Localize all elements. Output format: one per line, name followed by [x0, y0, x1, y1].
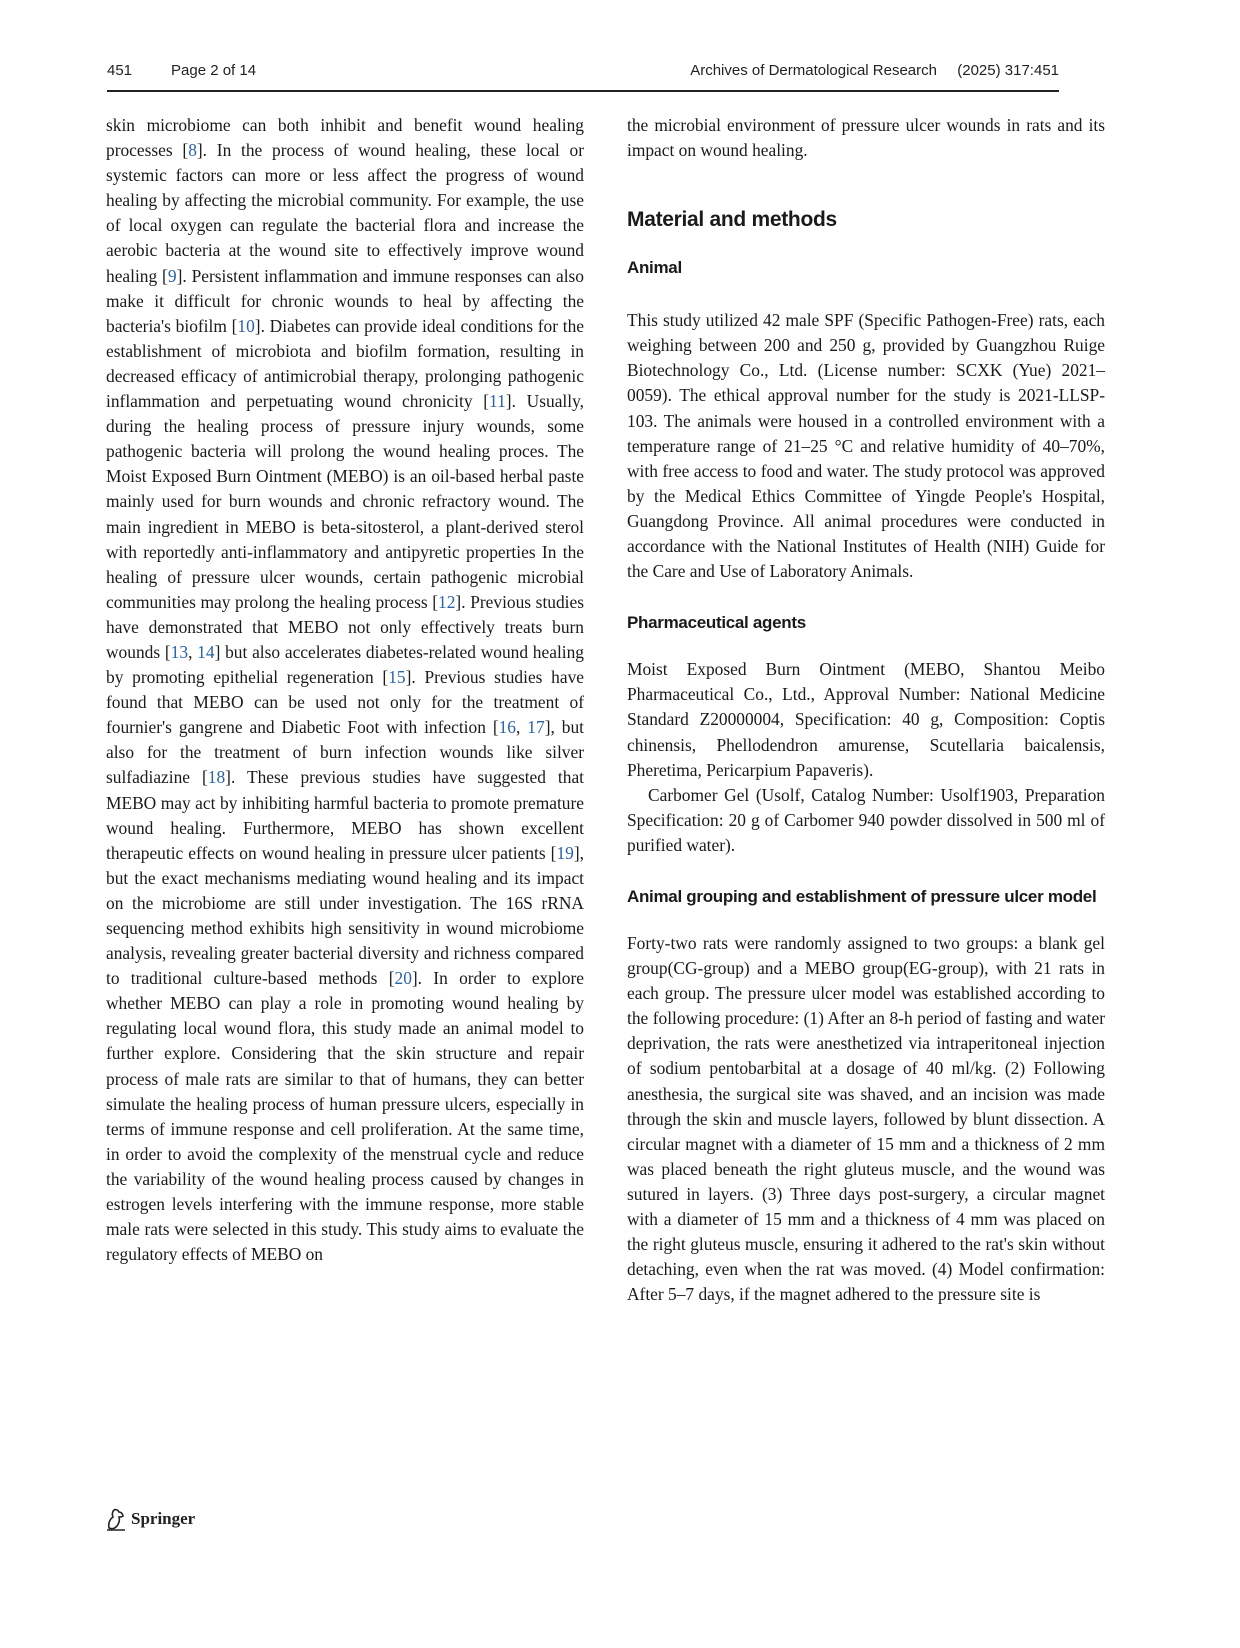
text-run: ] but also accelerates diabetes-related wound healing by promoting epithelial regeneration [ [106, 641, 584, 688]
text-run: ], but the exact mechanisms mediating wound healing and its impact on the microbiome are still under investigation. The 16S rRNA sequencing method exhibits high sensitivity in wound microbiome analysis, revealing greater bacterial diversity and richness compared to traditional culture-based methods [ [106, 842, 584, 989]
text-run: ]. Diabetes can provide ideal conditions for the establishment of microbiota and biofilm formation, resulting in decreased efficacy of antimicrobial therapy, prolonging pathogenic inflammation and perpetuating wound chronicity [ [106, 315, 584, 412]
mebo-paragraph: Moist Exposed Burn Ointment (MEBO, Shantou Meibo Pharmaceutical Co., Ltd., Approval Number: National Medicine Standard Z20000004, Specification: 40 g, Composition: Coptis chinensis, Phellodendron amurense, Scutellaria baicalensis, Pheretima, Pericarpium Papaveris). [627, 659, 1105, 780]
header-rule [107, 90, 1059, 92]
subsection-heading-grouping: Animal grouping and establishment of pressure ulcer model [627, 886, 1097, 906]
continued-paragraph: the microbial environment of pressure ulcer wounds in rats and its impact on wound healing. [627, 115, 1105, 161]
citation-link[interactable]: 13 [170, 641, 189, 662]
text-run: ]. Persistent inflammation and immune responses can also make it difficult for chronic wounds to heal by affecting the bacteria's biofilm [ [106, 265, 585, 336]
citation-link[interactable]: 16 [498, 717, 516, 738]
running-head [107, 62, 1059, 86]
citation-link[interactable]: 14 [197, 641, 215, 662]
citation-link[interactable]: 12 [438, 591, 456, 612]
text-run: , [188, 641, 198, 662]
citation-link[interactable]: 8 [188, 140, 197, 161]
text-run: ]. In order to explore whether MEBO can play a role in promoting wound healing by regulating local wound flora, this study made an animal model to further explore. Considering that the skin structure and repair process of male rats are similar to that of humans, they can better simulate the healing process of human pressure ulcers, especially in terms of immune response and cell proliferation. At the same time, in order to avoid the complexity of the menstrual cycle and reduce the variability of the wound healing process caused by changes in estrogen levels interfering with the immune response, more stable male rats were selected in this study. This study aims to evaluate the regulatory effects of MEBO on [106, 968, 584, 1265]
section-heading-material-methods: Material and methods [627, 208, 837, 232]
page-number: 451 [107, 62, 133, 79]
intro-paragraph [106, 113, 584, 1267]
citation-link[interactable]: 19 [556, 842, 574, 863]
citation-link[interactable]: 17 [527, 717, 545, 738]
citation-link[interactable]: 11 [489, 391, 506, 412]
page-of-total: Page 2 of 14 [171, 62, 257, 79]
text-run: ], but also for the treatment of burn infection wounds like silver sulfadiazine [ [106, 717, 584, 788]
text-run: ]. Previous studies have demonstrated that MEBO not only effectively treats burn wounds [ [106, 591, 584, 662]
footer [105, 1505, 195, 1533]
springer-horse-icon [105, 1507, 127, 1531]
citation-link[interactable]: 20 [394, 968, 412, 989]
text-run: ]. Previous studies have found that MEBO can be used not only for the treatment of fournier's gangrene and Diabetic Foot with infection [ [106, 667, 585, 738]
text-run: ]. In the process of wound healing, these local or systemic factors can more or less affect the progress of wound healing by affecting the microbial community. For example, the use of local oxygen can regulate the bacterial flora and increase the aerobic bacteria at the wound site to effectively improve wound healing [ [106, 140, 584, 286]
citation: (2025) 317:451 [957, 62, 1059, 79]
citation-link[interactable]: 9 [167, 265, 177, 286]
right-column [627, 113, 1105, 1307]
journal-name: Archives of Dermatological Research [690, 62, 937, 79]
text-run: ]. These previous studies have suggested that MEBO may act by inhibiting harmful bacteria to promote premature wound healing. Furthermore, MEBO has shown excellent therapeutic effects on wound healing in pressure ulcer patients [ [106, 767, 585, 863]
text-run: ]. Usually, during the healing process of pressure injury wounds, some pathogenic bacteria will prolong the wound healing proces. The Moist Exposed Burn Ointment (MEBO) is an oil-based herbal paste mainly used for burn wounds and chronic refractory wound. The main ingredient in MEBO is beta-sitosterol, a plant-derived sterol with reportedly anti-inflammatory and antipyretic properties In the healing of pressure ulcer wounds, certain pathogenic microbial communities may prolong the healing process [ [106, 391, 584, 612]
carbomer-paragraph: Carbomer Gel (Usolf, Catalog Number: Usolf1903, Preparation Specification: 20 g of Carbomer 940 powder dissolved in 500 ml of purified water). [627, 784, 1105, 855]
animal-paragraph: This study utilized 42 male SPF (Specific Pathogen-Free) rats, each weighing between 200 and 250 g, provided by Guangzhou Ruige Biotechnology Co., Ltd. (License number: SCXK (Yue) 2021–0059). The ethical approval number for the study is 2021-LLSP-103. The animals were housed in a controlled environment with a temperature range of 21–25 °C and relative humidity of 40–70%, with free access to food and water. The study protocol was approved by the Medical Ethics Committee of Yingde People's Hospital, Guangdong Province. All animal procedures were conducted in accordance with the National Institutes of Health (NIH) Guide for the Care and Use of Laboratory Animals. [627, 310, 1105, 582]
citation-link[interactable]: 10 [237, 315, 255, 336]
left-column [106, 113, 584, 1267]
subsection-heading-animal: Animal [627, 258, 682, 278]
citation-link[interactable]: 18 [207, 767, 226, 788]
subsection-heading-pharmaceutical: Pharmaceutical agents [627, 613, 806, 633]
text-run: skin microbiome can both inhibit and benefit wound healing processes [ [106, 115, 584, 161]
publisher-name: Springer [131, 1509, 196, 1528]
grouping-paragraph: Forty-two rats were randomly assigned to two groups: a blank gel group(CG-group) and a MEBO group(EG-group), with 21 rats in each group. The pressure ulcer model was established according to the following procedure: (1) After an 8-h period of fasting and water deprivation, the rats were anesthetized via intraperitoneal injection of sodium pentobarbital at a dosage of 40 ml/kg. (2) Following anesthesia, the surgical site was shaved, and an incision was made through the skin and muscle layers, followed by blunt dissection. A circular magnet with a diameter of 15 mm and a thickness of 2 mm was placed beneath the right gluteus muscle, and the wound was sutured in layers. (3) Three days post-surgery, a circular magnet with a diameter of 15 mm and a thickness of 4 mm was placed on the right gluteus muscle, ensuring it adhered to the rat's skin without detaching, even when the rat was moved. (4) Model confirmation: After 5–7 days, if the magnet adhered to the pressure site is [627, 932, 1105, 1305]
text-run: , [516, 717, 528, 738]
citation-link[interactable]: 15 [388, 667, 406, 688]
